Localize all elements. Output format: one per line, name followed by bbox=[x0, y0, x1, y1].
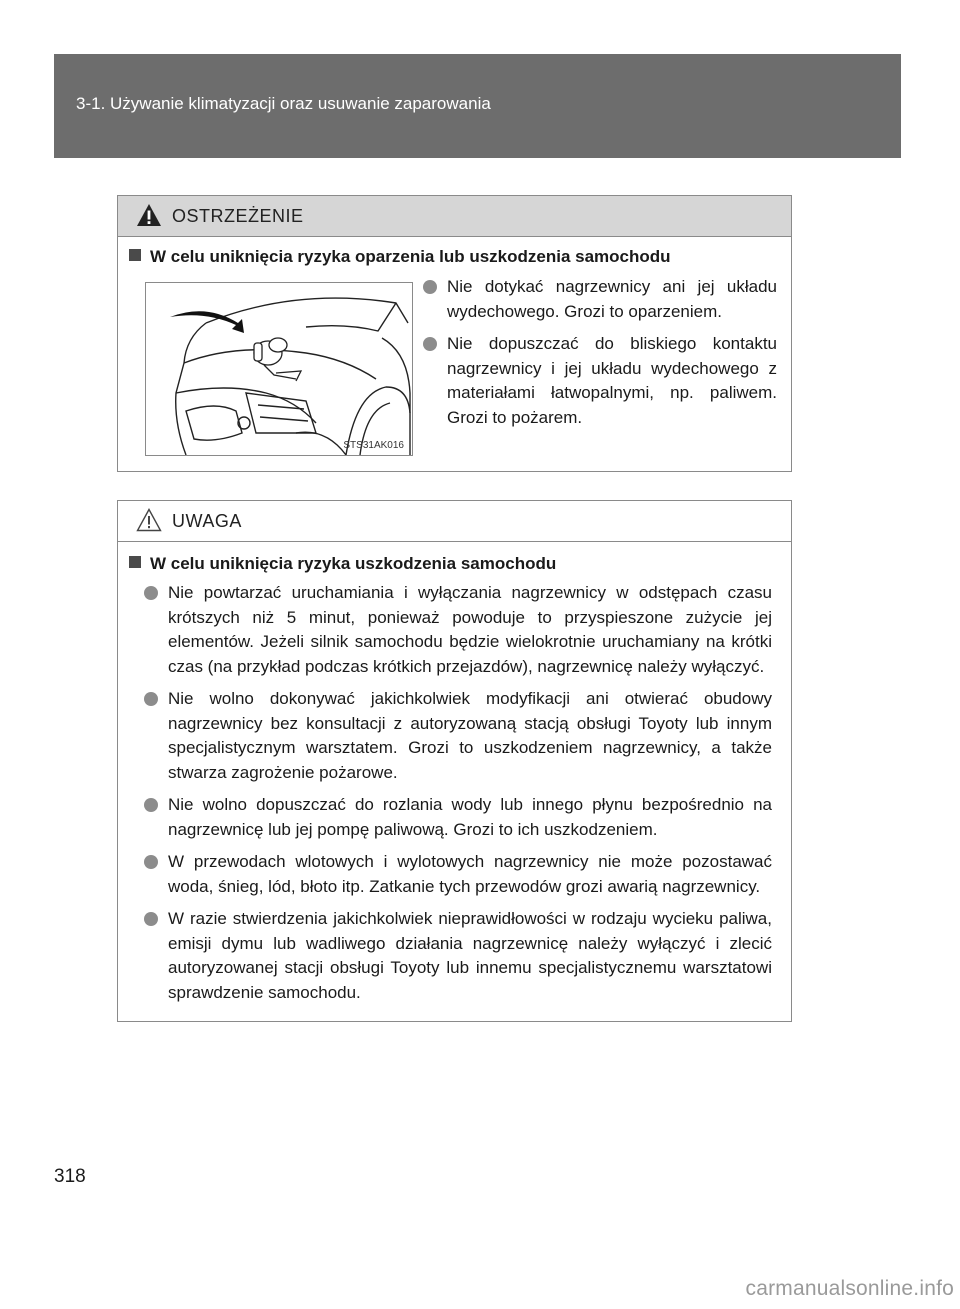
caution-box bbox=[117, 500, 792, 1022]
illustration-code: STS31AK016 bbox=[343, 440, 404, 451]
section-title: 3-1. Używanie klimatyzacji oraz usuwanie zaparowania bbox=[76, 94, 491, 113]
warning-label: OSTRZEŻENIE bbox=[172, 206, 304, 226]
list-item: W przewodach wlotowych i wylotowych nagrzewnicy nie może pozostawać woda, śnieg, lód, błoto itp. Zatkanie tych przewodów grozi awarią nagrzewnicy. bbox=[144, 850, 772, 899]
round-bullet-icon bbox=[144, 586, 158, 600]
list-item: Nie powtarzać uruchamiania i wyłączania nagrzewnicy w odstępach czasu krótszych niż 5 minut, ponieważ powoduje to przyspieszone zużycie jej elementów. Jeżeli silnik samochodu będzie wielokrotnie uruchamiany na krótki czas (na przykład podczas krótkich przejazdów), nagrzewnicę należy wyłączyć. bbox=[144, 581, 772, 679]
warning-box-header bbox=[118, 196, 791, 237]
round-bullet-icon bbox=[144, 912, 158, 926]
caution-box-header bbox=[118, 501, 791, 542]
square-bullet-icon bbox=[129, 556, 141, 568]
section-header bbox=[54, 54, 901, 158]
warning-triangle-icon bbox=[136, 203, 162, 227]
round-bullet-icon bbox=[423, 337, 437, 351]
list-item: Nie wolno dokonywać jakichkolwiek modyfikacji ani otwierać obudowy nagrzewnicy bez konsultacji z autoryzowaną stacją obsługi Toyoty lub innym specjalistycznym warsztatem. Grozi to uszkodzeniem nagrzewnicy, a także stwarza zagrożenie pożarowe. bbox=[144, 687, 772, 785]
watermark-link[interactable]: carmanualsonline.info bbox=[745, 1277, 954, 1300]
round-bullet-icon bbox=[423, 280, 437, 294]
caution-label: UWAGA bbox=[172, 511, 242, 531]
warning-heading: W celu uniknięcia ryzyka oparzenia lub uszkodzenia samochodu bbox=[129, 247, 671, 267]
list-item: W razie stwierdzenia jakichkolwiek nieprawidłowości w rodzaju wycieku paliwa, emisji dymu lub wadliwego działania nagrzewnicę należy wyłączyć i zlecić autoryzowanej stacji obsługi Toyoty lub innemu specjalistycznemu warsztatowi sprawdzenie samochodu. bbox=[144, 907, 772, 1005]
round-bullet-icon bbox=[144, 692, 158, 706]
car-hood-drawing bbox=[146, 283, 412, 455]
square-bullet-icon bbox=[129, 249, 141, 261]
caution-triangle-icon bbox=[136, 508, 162, 532]
caution-heading: W celu uniknięcia ryzyka uszkodzenia samochodu bbox=[129, 554, 556, 574]
warning-bullet-list bbox=[423, 275, 777, 438]
round-bullet-icon bbox=[144, 798, 158, 812]
list-item: Nie wolno dopuszczać do rozlania wody lub innego płynu bezpośrednio na nagrzewnicę lub jej pompę paliwową. Grozi to ich uszkodzeniem. bbox=[144, 793, 772, 842]
round-bullet-icon bbox=[144, 855, 158, 869]
list-item: Nie dopuszczać do bliskiego kontaktu nagrzewnicy i jej układu wydechowego z materiałami łatwopalnymi, np. paliwem. Grozi to pożarem. bbox=[423, 332, 777, 430]
caution-bullet-list bbox=[144, 581, 772, 1013]
list-item: Nie dotykać nagrzewnicy ani jej układu wydechowego. Grozi to oparzeniem. bbox=[423, 275, 777, 324]
page-number: 318 bbox=[54, 1166, 86, 1187]
heater-illustration bbox=[145, 282, 413, 456]
warning-box bbox=[117, 195, 792, 472]
